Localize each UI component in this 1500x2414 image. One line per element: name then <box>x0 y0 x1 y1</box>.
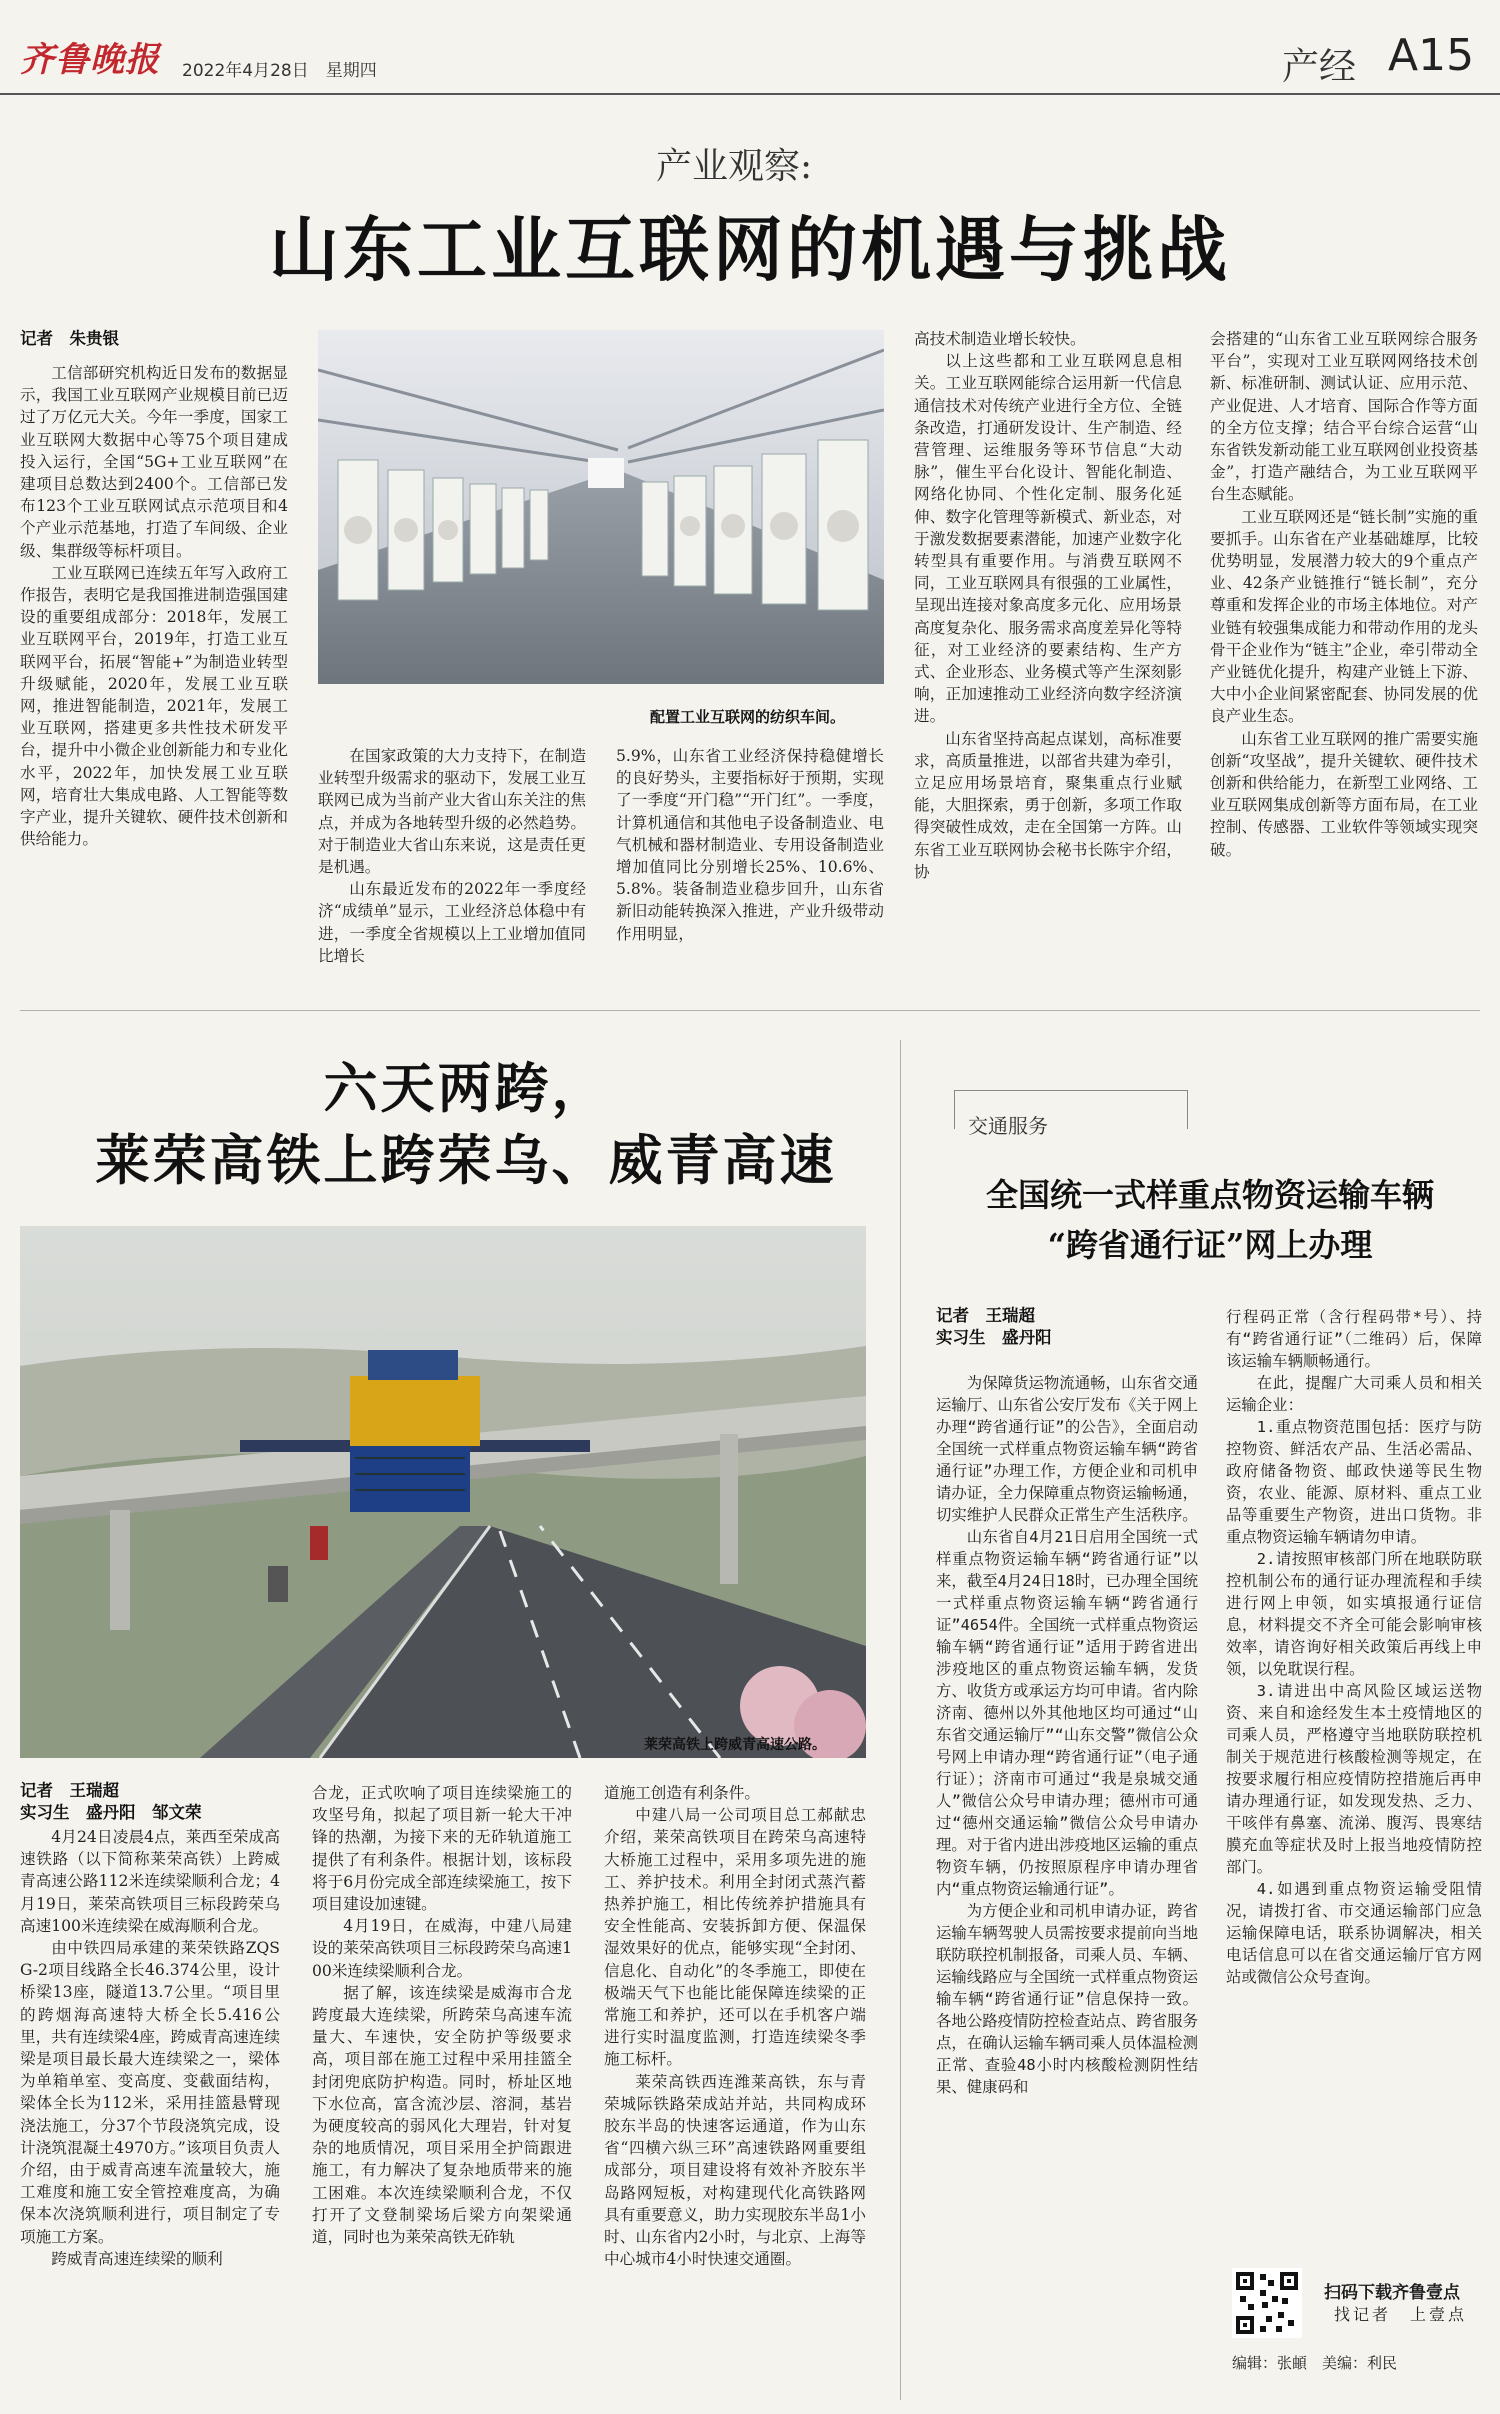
page-number: A15 <box>1388 30 1475 81</box>
qr-caption-download: 扫码下载齐鲁壹点 <box>1324 2283 1460 2303</box>
paragraph: 4月19日，在威海，中建八局建设的莱荣高铁项目三标段跨荣乌高速100米连续梁顺利合龙。 <box>312 1917 572 1980</box>
paragraph: 在国家政策的大力支持下，在制造业转型升级需求的驱动下，发展工业互联网已成为当前产业大省山东关注的焦点，并成为各地转型升级的必然趋势。对于制造业大省山东来说，这是责任更是机遇。 <box>318 747 586 877</box>
textile-workshop-illustration <box>318 330 884 684</box>
editor-credits: 编辑：张頔 美编：利民 <box>1232 2354 1398 2372</box>
paragraph: 工信部研究机构近日发布的数据显示，我国工业互联网产业规模目前已迈过了万亿元大关。今年一季度，国家工业互联网大数据中心等75个项目建成投入运行，全国“5G+工业互联网”在建项目总数达到2400个。工信部已发布123个工业互联网试点示范项目和4个产业示范基地，打造了车间级、企业级、集群级等标杆项目。 <box>20 364 288 560</box>
viaduct-photo <box>20 1226 866 1758</box>
paragraph: 高技术制造业增长较快。 <box>914 330 1086 348</box>
transport-byline <box>936 1305 1052 1349</box>
masthead-logo: 齐鲁晚报 <box>20 40 160 80</box>
transport-headline-line-1: 全国统一式样重点物资运输车辆 <box>985 1176 1434 1214</box>
paragraph: 据了解，该连续梁是威海市合龙跨度最大连续梁，所跨荣乌高速车流量大、车速快，安全防护等级要求高，项目部在施工过程中采用挂篮全封闭兜底防护构造。同时，桥址区地下水位高，富含流沙层、溶洞，基岩为硬度较高的弱风化大理岩，针对复杂的地质情况，项目采用全护筒跟进施工，有力解决了复杂地质带来的施工困难。本次连续梁顺利合龙，不仅打开了文登制梁场后梁方向架梁通道，同时也为莱荣高铁无砟轨 <box>312 1983 572 2247</box>
paragraph: 工业互联网已连续五年写入政府工作报告，表明它是我国推进制造强国建设的重要组成部分：2018年，发展工业互联网平台，2019年，打造工业互联网平台，拓展“智能+”为制造业转型升级赋能，2020年，发展工业互联网，推进智能制造，2021年，发展工业互联网，搭建更多共性技术研发平台，提升中小微企业创新能力和专业化水平，2022年，加快发展工业互联网，培育壮大集成电路、人工智能等数字产业，提升关键软、硬件技术创新和供给能力。 <box>20 563 288 849</box>
rail-byline-reporter: 记者 王瑞超 <box>20 1781 119 1800</box>
feature-column-2 <box>318 745 586 985</box>
paragraph: 3.请进出中高风险区域运送物资、来自和途经发生本土疫情地区的司乘人员，严格遵守当地联防联控机制关于规范进行核酸检测等规定，在按要求履行相应疫情防控措施后再申请办理通行证，如发现发热、乏力、干咳伴有鼻塞、流涕、腹泻、畏寒结膜充血等症状及时上报当地疫情防控部门。 <box>1226 1682 1482 1876</box>
paragraph: 会搭建的“山东省工业互联网综合服务平台”，实现对工业互联网网络技术创新、标准研制、测试认证、应用示范、产业促进、人才培育、国际合作等方面的全方位支撑；结合平台综合运营“山东省铁发新动能工业互联网创业投资基金”，打造产融结合，为工业互联网平台生态赋能。 <box>1210 330 1478 504</box>
paragraph: 山东省自4月21日启用全国统一式样重点物资运输车辆“跨省通行证”以来，截至4月24日18时，已办理全国统一式样重点物资运输车辆“跨省通行证”4654件。全国统一式样重点物资运输车辆“跨省通行证”适用于跨省进出涉疫地区的重点物资运输车辆，发货方、收货方或承运方均可申请。省内除济南、德州以外其他地区均可通过“山东省交通运输厅”“山东交警”微信公众号网上申请办理“跨省通行证”（电子通行证）；济南市可通过“我是泉城交通人”微信公众号申请办理；德州市可通过“德州交通运输”微信公众号申请办理。对于省内进出涉疫地区运输的重点物资车辆，仍按照原程序申请办理省内“重点物资运输通行证”。 <box>936 1528 1198 1898</box>
paragraph: 5.9%，山东省工业经济保持稳健增长的良好势头，主要指标好于预期，实现了一季度“开门稳”“开门红”。一季度，计算机通信和其他电子设备制造业、电气机械和器材制造业、专用设备制造业增加值同比分别增长25%、10.6%、5.8%。装备制造业稳步回升，山东省新旧动能转换深入推进，产业升级带动作用明显， <box>616 747 884 943</box>
rail-column-1 <box>20 1826 280 2396</box>
feature-headline: 山东工业互联网的机遇与挑战 <box>269 208 1231 291</box>
paragraph: 中建八局一公司项目总工郝献忠介绍，莱荣高铁项目在跨荣乌高速特大桥施工过程中，采用多项先进的施工、养护技术。利用全封闭式蒸汽蓄热养护施工，相比传统养护措施具有安全性能高、安装拆卸方便、保温保湿效果好的优点，能够实现“全封闭、信息化、自动化”的冬季施工，即使在极端天气下也能比能保障连续梁的正常施工和养护，还可以在手机客户端进行实时温度监测，打造连续梁冬季施工标杆。 <box>604 1806 866 2069</box>
paragraph: 在此，提醒广大司乘人员和相关运输企业： <box>1226 1374 1482 1414</box>
qr-code-icon[interactable] <box>1232 2268 1302 2338</box>
section-name: 产经 <box>1282 45 1356 88</box>
column-name: 交通服务 <box>968 1114 1048 1138</box>
paragraph: 跨威青高速连续梁的顺利 <box>51 2249 223 2268</box>
textile-workshop-photo <box>318 330 884 684</box>
paragraph: 道施工创造有利条件。 <box>604 1784 760 1802</box>
transport-column-1 <box>936 1372 1198 2398</box>
paragraph: 山东省坚持高起点谋划，高标准要求，高质量推进，以部省共建为牵引，立足应用场景培育，聚集重点行业赋能，大胆探索，勇于创新，多项工作取得突破性成效，走在全国第一方阵。山东省工业互联网协会秘书长陈宇介绍，协 <box>914 729 1182 881</box>
paragraph: 行程码正常（含行程码带*号）、持有“跨省通行证”（二维码）后，保障该运输车辆顺畅通行。 <box>1226 1308 1482 1370</box>
transport-byline-reporter: 记者 王瑞超 <box>936 1306 1035 1325</box>
rail-byline <box>20 1780 202 1824</box>
feature-photo-caption: 配置工业互联网的纺织车间。 <box>650 708 846 726</box>
feature-byline: 记者 朱贵银 <box>20 329 119 348</box>
viaduct-illustration <box>20 1226 866 1758</box>
feature-column-1 <box>20 362 288 982</box>
rail-photo-caption: 莱荣高铁上跨威青高速公路。 <box>644 1737 826 1753</box>
transport-headline <box>920 1170 1500 1270</box>
transport-byline-intern: 实习生 盛丹阳 <box>936 1328 1052 1347</box>
paragraph: 由中铁四局承建的莱荣铁路ZQSG-2项目线路全长46.374公里，设计桥梁13座，隧道13.7公里。“项目里的跨烟海高速特大桥全长5.416公里，共有连续梁4座，跨威青高速连续梁是项目最长最大连续梁之一，梁体为单箱单室、变高度、变截面结构，梁体全长为112米，采用挂篮悬臂现浇法施工，分37个节段浇筑完成，设计浇筑混凝土4970方。”该项目负责人介绍，由于威青高速车流量较大，施工难度和施工安全管控难度高，为确保本次浇筑顺利进行，项目制定了专项施工方案。 <box>20 1939 280 2246</box>
paragraph: 以上这些都和工业互联网息息相关。工业互联网能综合运用新一代信息通信技术对传统产业进行全方位、全链条改造，打通研发设计、生产制造、经营管理、运维服务等环节信息“大动脉”，催生平台化设计、智能化制造、网络化协同、个性化定制、服务化延伸、数字化管理等新模式、新业态，对于激发数据要素潜能，加速产业数字化转型具有重要作用。与消费互联网不同，工业互联网具有很强的工业属性，呈现出连接对象高度多元化、应用场景高度复杂化、服务需求高度差异化等特征，对工业经济的要素结构、生产方式、企业形态、业务模式等产生深刻影响，正加速推动工业经济向数字经济演进。 <box>914 352 1182 726</box>
paragraph: 合龙，正式吹响了项目连续梁施工的攻坚号角，拟起了项目新一轮大干冲锋的热潮，为接下来的无砟轨道施工提供了有利条件。根据计划，该标段将于6月份完成全部连续梁施工，按下项目建设加速键。 <box>312 1784 572 1914</box>
rail-headline-line-2: 莱荣高铁上跨荣乌、威青高速 <box>95 1128 837 1192</box>
feature-column-4 <box>914 328 1182 986</box>
issue-date: 2022年4月28日 星期四 <box>182 61 377 81</box>
vertical-divider <box>900 1040 901 2400</box>
paragraph: 为保障货运物流通畅，山东省交通运输厅、山东省公安厅发布《关于网上办理“跨省通行证”的公告》，全面启动全国统一式样重点物资运输车辆“跨省通行证”办理工作，方便企业和司机申请办证，全力保障重点物资运输畅通，切实维护人民群众正常生产生活秩序。 <box>936 1374 1198 1524</box>
feature-column-5 <box>1210 328 1478 986</box>
paragraph: 4月24日凌晨4点，莱西至荣成高速铁路（以下简称莱荣高铁）上跨威青高速公路112米连续梁顺利合龙；4月19日，莱荣高铁项目三标段跨荣乌高速100米连续梁在威海顺利合龙。 <box>20 1828 280 1935</box>
feature-column-3 <box>616 745 884 985</box>
header-rule <box>0 93 1500 95</box>
paragraph: 莱荣高铁西连潍莱高铁，东与青荣城际铁路荣成站并站，共同构成环胶东半岛的快速客运通道，作为山东省“四横六纵三环”高速铁路网重要组成部分，项目建设将有效补齐胶东半岛路网短板，对构建现代化高铁路网具有重要意义，助力实现胶东半岛1小时、山东省内2小时，与北京、上海等中心城市4小时快速交通圈。 <box>604 2072 866 2269</box>
qr-code-graphic <box>1232 2268 1302 2338</box>
rail-column-2 <box>312 1782 572 2396</box>
paragraph: 4.如遇到重点物资运输受阻情况，请拨打省、市交通运输部门应急运输保障电话，联系协调解决，相关电话信息可以在省交通运输厅官方网站或微信公众号查询。 <box>1226 1880 1482 1986</box>
section-divider <box>20 1010 1480 1011</box>
paragraph: 为方便企业和司机申请办证，跨省运输车辆驾驶人员需按要求提前向当地联防联控机制报备，司乘人员、车辆、运输线路应与全国统一式样重点物资运输车辆“跨省通行证”信息保持一致。各地公路疫情防控检查站点、跨省服务点，在确认运输车辆司乘人员体温检测正常、查验48小时内核酸检测阴性结果、健康码和 <box>936 1902 1198 2096</box>
rail-column-3 <box>604 1782 866 2396</box>
paragraph: 工业互联网还是“链长制”实施的重要抓手。山东省在产业基础雄厚，比较优势明显，发展潜力较大的9个重点产业、42条产业链推行“链长制”，充分尊重和发挥企业的市场主体地位。对产业链有较强集成能力和带动作用的龙头骨干企业作为“链主”企业，牵引带动全产业链优化提升，构建产业链上下游、大中小企业间紧密配套、协同发展的优良产业生态。 <box>1210 507 1478 726</box>
paragraph: 1.重点物资范围包括：医疗与防控物资、鲜活农产品、生活必需品、政府储备物资、邮政快递等民生物资，农业、能源、原材料、重点工业品等重要生产物资，进出口货物。非重点物资运输车辆请勿申请。 <box>1226 1418 1482 1546</box>
feature-kicker: 产业观察: <box>656 146 813 187</box>
paragraph: 山东省工业互联网的推广需要实施创新“攻坚战”，提升关键软、硬件技术创新和供给能力，在新型工业网络、工业互联网集成创新等方面布局，在工业控制、传感器、工业软件等领域实现突破。 <box>1210 729 1478 859</box>
rail-byline-interns: 实习生 盛丹阳 邹文荣 <box>20 1803 202 1822</box>
qr-caption-reporter: 找记者 上壹点 <box>1334 2305 1468 2324</box>
paragraph: 山东最近发布的2022年一季度经济“成绩单”显示，工业经济总体稳中有进，一季度全省规模以上工业增加值同比增长 <box>318 880 586 965</box>
transport-headline-line-2: “跨省通行证”网上办理 <box>1047 1226 1373 1264</box>
rail-headline <box>66 1052 866 1196</box>
rail-headline-line-1: 六天两跨， <box>323 1056 609 1120</box>
paragraph: 2.请按照审核部门所在地联防联控机制公布的通行证办理流程和手续进行网上申领，如实填报通行证信息，材料提交不齐全可能会影响审核效率，请咨询好相关政策后再线上申领，以免耽误行程。 <box>1226 1550 1482 1678</box>
transport-column-2 <box>1226 1306 1482 2246</box>
